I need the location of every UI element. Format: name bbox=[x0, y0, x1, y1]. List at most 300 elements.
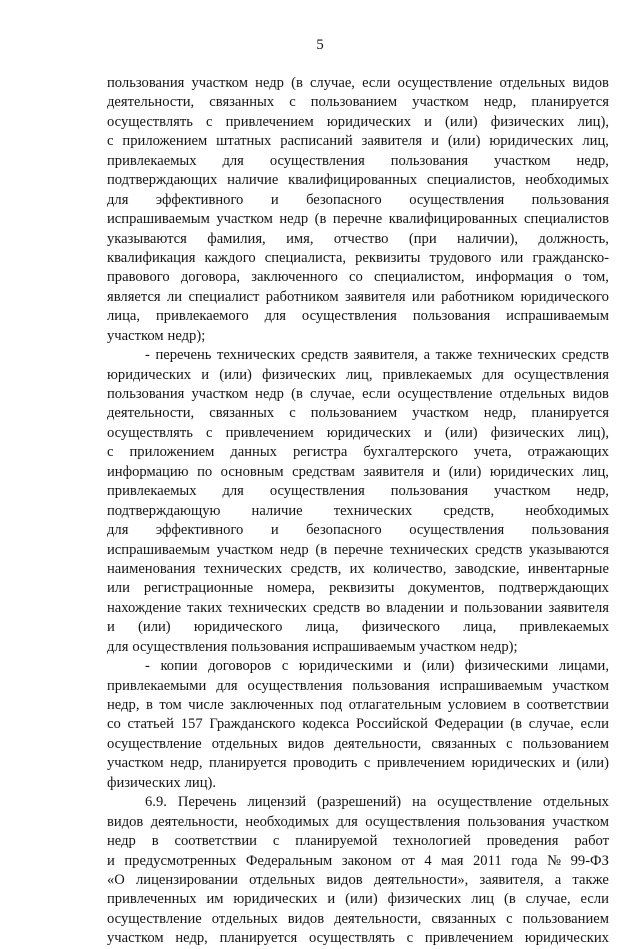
word: осуществление bbox=[397, 386, 493, 402]
word: испрашиваемым bbox=[107, 211, 210, 228]
word: перечне bbox=[332, 211, 383, 228]
word: имя, bbox=[286, 230, 314, 247]
word: участком bbox=[107, 930, 164, 947]
word: привлекаемых bbox=[107, 152, 197, 169]
text-line bbox=[107, 696, 609, 715]
text-line bbox=[107, 230, 609, 249]
text-line bbox=[107, 541, 609, 560]
word: пользования bbox=[352, 677, 430, 694]
word: числе bbox=[188, 697, 224, 713]
word: во bbox=[366, 599, 381, 616]
word: недр, bbox=[170, 755, 203, 772]
word: осуществление bbox=[397, 75, 493, 91]
word: участком bbox=[412, 405, 469, 422]
word: отлагательным bbox=[348, 697, 442, 713]
word: юридическими bbox=[298, 658, 393, 675]
word: средств bbox=[301, 347, 349, 364]
word: 157 bbox=[180, 716, 203, 733]
word: средств bbox=[561, 347, 609, 364]
word: пользованием bbox=[310, 405, 398, 422]
word: наличие bbox=[227, 172, 279, 189]
word: основным bbox=[220, 463, 284, 480]
text-line bbox=[107, 307, 609, 326]
word: и bbox=[424, 113, 432, 130]
word: специалистом, bbox=[373, 269, 465, 286]
word: с bbox=[206, 424, 213, 441]
word: работником bbox=[441, 288, 515, 305]
word: видов bbox=[326, 871, 363, 888]
word: участком bbox=[107, 327, 164, 344]
word: средств, bbox=[290, 560, 342, 577]
text-line bbox=[107, 599, 609, 618]
word: средств bbox=[312, 599, 361, 616]
word: в bbox=[145, 697, 153, 713]
word: (в bbox=[291, 386, 303, 402]
word: для bbox=[107, 522, 129, 539]
word: (или) bbox=[445, 113, 478, 130]
word: необходимых bbox=[525, 172, 609, 189]
word: для bbox=[336, 813, 358, 830]
text-line bbox=[107, 191, 609, 210]
word: физических bbox=[107, 774, 181, 791]
text-line bbox=[107, 579, 609, 598]
word: связанных bbox=[209, 94, 275, 111]
text-line bbox=[107, 288, 609, 307]
word: технических bbox=[203, 560, 283, 577]
text-line bbox=[107, 774, 609, 793]
word: планируется bbox=[531, 94, 609, 111]
word: также bbox=[572, 871, 609, 888]
word: (или) bbox=[219, 366, 252, 383]
word: лиц), bbox=[577, 113, 609, 130]
text-line bbox=[107, 871, 609, 890]
word: лицензировании bbox=[136, 871, 238, 888]
word: заявителя, bbox=[353, 347, 418, 364]
word: участком bbox=[107, 755, 164, 772]
word: юридических bbox=[107, 366, 192, 383]
word: с bbox=[506, 910, 513, 927]
word: отдельных bbox=[499, 386, 566, 402]
word: (или) bbox=[445, 424, 478, 441]
word: привлеченных bbox=[107, 891, 197, 908]
word: специалист bbox=[188, 288, 260, 305]
word: также bbox=[435, 347, 473, 364]
word: подтверждающую bbox=[107, 502, 221, 519]
word: участком bbox=[191, 386, 249, 402]
word: правового bbox=[107, 269, 170, 286]
text-line bbox=[107, 521, 609, 540]
word: заявителя, bbox=[479, 871, 544, 888]
word: видов bbox=[287, 910, 325, 927]
word: случае, bbox=[309, 386, 355, 402]
word: недр, bbox=[576, 483, 609, 500]
word: (в bbox=[510, 716, 523, 733]
word: недр bbox=[255, 75, 284, 91]
text-line bbox=[107, 793, 609, 812]
word: связанных bbox=[431, 910, 497, 927]
word: заключенных bbox=[230, 697, 314, 713]
word: 4 bbox=[424, 852, 432, 869]
word: безопасного bbox=[306, 191, 382, 208]
word: отдельных bbox=[211, 735, 278, 752]
word: а bbox=[554, 871, 562, 888]
word: привлекаемых bbox=[107, 483, 197, 500]
word: осуществления bbox=[132, 638, 228, 655]
word: (при bbox=[408, 230, 437, 247]
word: осуществлять bbox=[308, 930, 395, 947]
word: или bbox=[500, 249, 524, 266]
word: необходимых bbox=[525, 502, 609, 519]
word: технологией bbox=[393, 833, 471, 850]
word: их bbox=[349, 560, 365, 577]
word: (в bbox=[314, 211, 327, 228]
word: для bbox=[107, 638, 129, 655]
word: наименования bbox=[107, 560, 196, 577]
text-line bbox=[107, 715, 609, 734]
word: информацию bbox=[107, 463, 189, 480]
word: инвентарные bbox=[527, 560, 609, 577]
word: лица, bbox=[463, 619, 497, 636]
word: или bbox=[411, 288, 435, 305]
word: испрашиваемым bbox=[107, 541, 210, 558]
word: недр); bbox=[479, 638, 518, 655]
document-body bbox=[107, 74, 609, 949]
word: недр bbox=[107, 833, 136, 850]
text-line bbox=[107, 171, 609, 190]
word: соответствии bbox=[174, 833, 257, 850]
word: (или) bbox=[345, 891, 378, 908]
word: им bbox=[206, 891, 224, 908]
word: отдельных bbox=[499, 75, 566, 91]
text-line bbox=[107, 910, 609, 929]
word: средств bbox=[475, 541, 523, 558]
word: фамилия, bbox=[207, 230, 266, 247]
word: Российской bbox=[355, 716, 428, 733]
word: приложением bbox=[129, 444, 215, 461]
word: средств, bbox=[443, 502, 495, 519]
text-line bbox=[107, 424, 609, 443]
text-line bbox=[107, 113, 609, 132]
word: лиц). bbox=[184, 774, 217, 791]
text-line bbox=[107, 638, 609, 657]
word: отдельных bbox=[211, 910, 278, 927]
word: недр); bbox=[167, 327, 206, 344]
word: лиц, bbox=[345, 366, 373, 383]
word: заявителя bbox=[345, 288, 406, 305]
word: случае, bbox=[309, 75, 355, 91]
word: данных bbox=[230, 444, 277, 461]
word: физических bbox=[490, 113, 565, 130]
word: с bbox=[281, 658, 289, 675]
text-line bbox=[107, 93, 609, 112]
text-line bbox=[107, 502, 609, 521]
word: регистра bbox=[292, 444, 348, 461]
word: со bbox=[107, 716, 121, 733]
word: гражданско- bbox=[532, 249, 609, 266]
word: недр, bbox=[175, 930, 208, 947]
word: квалифицированных bbox=[288, 172, 418, 189]
text-line bbox=[107, 852, 609, 871]
word: Федеральным bbox=[245, 852, 333, 869]
word: подтверждающих bbox=[107, 172, 218, 189]
word: (или) bbox=[421, 658, 455, 675]
word: осуществления bbox=[365, 813, 461, 830]
word: штатных bbox=[216, 133, 272, 150]
word: пользования bbox=[531, 191, 609, 208]
word: в bbox=[151, 833, 159, 850]
word: - bbox=[145, 347, 150, 364]
word: эффективного bbox=[155, 191, 244, 208]
word: каждого bbox=[204, 249, 256, 266]
word: привлекаемых bbox=[519, 619, 609, 636]
text-line bbox=[107, 366, 609, 385]
word: со bbox=[348, 269, 363, 286]
word: Гражданского bbox=[209, 716, 296, 733]
word: приложением bbox=[122, 133, 208, 150]
word: предусмотренных bbox=[124, 852, 237, 869]
word: подтверждающих bbox=[498, 580, 609, 597]
word: видов bbox=[572, 386, 609, 402]
word: № bbox=[547, 852, 562, 869]
word: пользовании bbox=[463, 599, 543, 616]
word: осуществлять bbox=[107, 424, 193, 441]
word: участком bbox=[493, 152, 551, 169]
word: деятельности, bbox=[107, 94, 195, 111]
word: если bbox=[580, 716, 609, 733]
word: с bbox=[506, 735, 513, 752]
text-line bbox=[107, 268, 609, 287]
word: осуществления bbox=[409, 191, 505, 208]
word: если bbox=[362, 386, 391, 402]
word: и bbox=[107, 619, 115, 636]
word: лица, bbox=[305, 619, 339, 636]
word: недр, bbox=[483, 94, 517, 111]
word: «О bbox=[107, 871, 125, 888]
word: пользования bbox=[231, 638, 309, 655]
word: лицензий bbox=[247, 794, 307, 811]
word: копии bbox=[160, 658, 198, 675]
word: квалификация bbox=[107, 249, 196, 266]
word: нахождение bbox=[107, 599, 182, 616]
word: владении bbox=[386, 599, 445, 616]
word: юридических bbox=[326, 113, 411, 130]
word: юридического bbox=[193, 619, 283, 636]
word: физических bbox=[490, 424, 565, 441]
word: и bbox=[403, 658, 412, 675]
word: деятельности, bbox=[107, 405, 195, 422]
word: или bbox=[107, 580, 130, 597]
word: (в bbox=[291, 75, 303, 91]
word: случае, bbox=[528, 716, 574, 733]
word: необходимых bbox=[245, 813, 329, 830]
word: на bbox=[412, 794, 427, 811]
word: привлечением bbox=[424, 930, 514, 947]
word: лиц bbox=[471, 891, 495, 908]
word: договора, bbox=[180, 269, 241, 286]
word: ли bbox=[167, 288, 183, 305]
word: а bbox=[423, 347, 431, 364]
word: с bbox=[107, 444, 114, 461]
word: планируется bbox=[531, 405, 609, 422]
word: и bbox=[562, 755, 570, 772]
word: работ bbox=[574, 833, 609, 850]
word: о bbox=[564, 269, 572, 286]
word: лиц, bbox=[582, 133, 609, 150]
text-line bbox=[107, 249, 609, 268]
word: в bbox=[513, 697, 521, 713]
word: количество, bbox=[373, 560, 447, 577]
word: физическими bbox=[464, 658, 549, 675]
word: наличии), bbox=[457, 230, 519, 247]
text-line bbox=[107, 735, 609, 754]
word: испрашиваемым bbox=[439, 677, 543, 694]
word: видов bbox=[107, 813, 144, 830]
word: отражающих bbox=[527, 444, 609, 461]
word: деятельности», bbox=[373, 871, 469, 888]
word: отдельных bbox=[249, 871, 316, 888]
word: пользования bbox=[107, 75, 185, 91]
text-line bbox=[107, 560, 609, 579]
word: привлекаемых bbox=[382, 366, 473, 383]
word: с bbox=[406, 930, 414, 947]
word: пользования bbox=[107, 386, 185, 402]
word: бухгалтерского bbox=[363, 444, 458, 461]
word: под bbox=[320, 697, 343, 713]
word: расписаний bbox=[280, 133, 353, 150]
word: и bbox=[107, 852, 115, 869]
word: перечне bbox=[333, 541, 384, 558]
word: привлечением bbox=[225, 424, 314, 441]
text-line bbox=[107, 618, 609, 637]
text-line bbox=[107, 463, 609, 482]
word: (разрешений) bbox=[316, 794, 402, 811]
word: года bbox=[511, 852, 538, 869]
text-line bbox=[107, 677, 609, 696]
word: является bbox=[107, 288, 161, 305]
word: участком bbox=[216, 211, 273, 228]
word: участком bbox=[216, 541, 274, 558]
word: и bbox=[424, 424, 432, 441]
word: технических bbox=[389, 541, 469, 558]
word: и bbox=[270, 522, 279, 539]
word: документов, bbox=[408, 580, 485, 597]
word: планируется bbox=[219, 930, 298, 947]
word: заявителя bbox=[361, 133, 423, 150]
word: технических bbox=[228, 599, 307, 616]
word: пользования bbox=[412, 308, 491, 325]
word: юридических bbox=[233, 891, 318, 908]
word: пользования bbox=[390, 483, 469, 500]
word: указываются bbox=[529, 541, 609, 558]
word: с bbox=[272, 833, 280, 850]
word: - bbox=[145, 658, 150, 675]
word: привлечением bbox=[376, 755, 466, 772]
word: пользованием bbox=[310, 94, 398, 111]
word: связанных bbox=[431, 735, 497, 752]
word: для bbox=[482, 366, 504, 383]
word: специалиста, bbox=[264, 249, 346, 266]
word: для bbox=[216, 677, 238, 694]
word: с bbox=[363, 755, 371, 772]
word: перечень bbox=[155, 347, 212, 364]
word: с bbox=[289, 405, 296, 422]
word: должность, bbox=[538, 230, 609, 247]
word: учета, bbox=[473, 444, 512, 461]
word: указываются bbox=[107, 230, 187, 247]
word: юридических bbox=[489, 463, 574, 480]
word: с bbox=[289, 94, 296, 111]
word: видов bbox=[572, 75, 609, 91]
word: условием bbox=[447, 697, 507, 713]
word: заявителя bbox=[548, 599, 609, 616]
word: и bbox=[270, 191, 279, 208]
word: Федерации bbox=[434, 716, 504, 733]
text-line bbox=[107, 152, 609, 171]
word: лица, bbox=[107, 308, 141, 325]
word: осуществления bbox=[247, 677, 343, 694]
word: привлекаемого bbox=[155, 308, 249, 325]
word: для bbox=[107, 191, 129, 208]
word: и bbox=[201, 366, 210, 383]
word: привлекаемыми bbox=[107, 677, 207, 694]
text-line bbox=[107, 132, 609, 151]
word: осуществления bbox=[301, 308, 397, 325]
word: 2011 bbox=[473, 852, 502, 869]
word: отчество bbox=[333, 230, 389, 247]
word: испрашиваемым bbox=[506, 308, 609, 325]
word: работником bbox=[265, 288, 339, 305]
word: если bbox=[362, 75, 391, 91]
word: (или) bbox=[138, 619, 171, 636]
word: деятельности, bbox=[334, 910, 422, 927]
word: и bbox=[327, 891, 336, 908]
word: лицами, bbox=[558, 658, 609, 675]
word: том, bbox=[582, 269, 609, 286]
word: заявителя bbox=[363, 463, 424, 480]
word: деятельности, bbox=[334, 735, 422, 752]
word: заключенного bbox=[251, 269, 338, 286]
word: технических bbox=[477, 347, 557, 364]
word: для bbox=[222, 483, 244, 500]
word: технических bbox=[217, 347, 296, 364]
word: физического bbox=[361, 619, 440, 636]
word: и bbox=[432, 463, 441, 480]
word: эффективного bbox=[155, 522, 244, 539]
word: осуществление bbox=[437, 794, 533, 811]
word: и bbox=[431, 133, 439, 150]
word: специалистов, bbox=[426, 172, 516, 189]
word: пользования bbox=[467, 813, 545, 830]
word: (или) bbox=[447, 133, 481, 150]
word: недр bbox=[255, 386, 284, 402]
word: соответствии bbox=[526, 697, 609, 713]
word: юридического bbox=[520, 288, 609, 305]
word: средствам bbox=[292, 463, 355, 480]
word: недр, bbox=[483, 405, 517, 422]
text-line bbox=[107, 74, 609, 93]
word: (в bbox=[504, 891, 516, 908]
word: видов bbox=[287, 735, 325, 752]
word: осуществления bbox=[409, 522, 505, 539]
word: осуществления bbox=[269, 152, 365, 169]
word: осуществления bbox=[269, 483, 365, 500]
word: статьей bbox=[127, 716, 174, 733]
word: пользованием bbox=[522, 735, 609, 752]
word: 99-ФЗ bbox=[570, 852, 609, 869]
word: юридических bbox=[471, 755, 556, 772]
word: связанных bbox=[209, 405, 275, 422]
word: пользования bbox=[390, 152, 469, 169]
